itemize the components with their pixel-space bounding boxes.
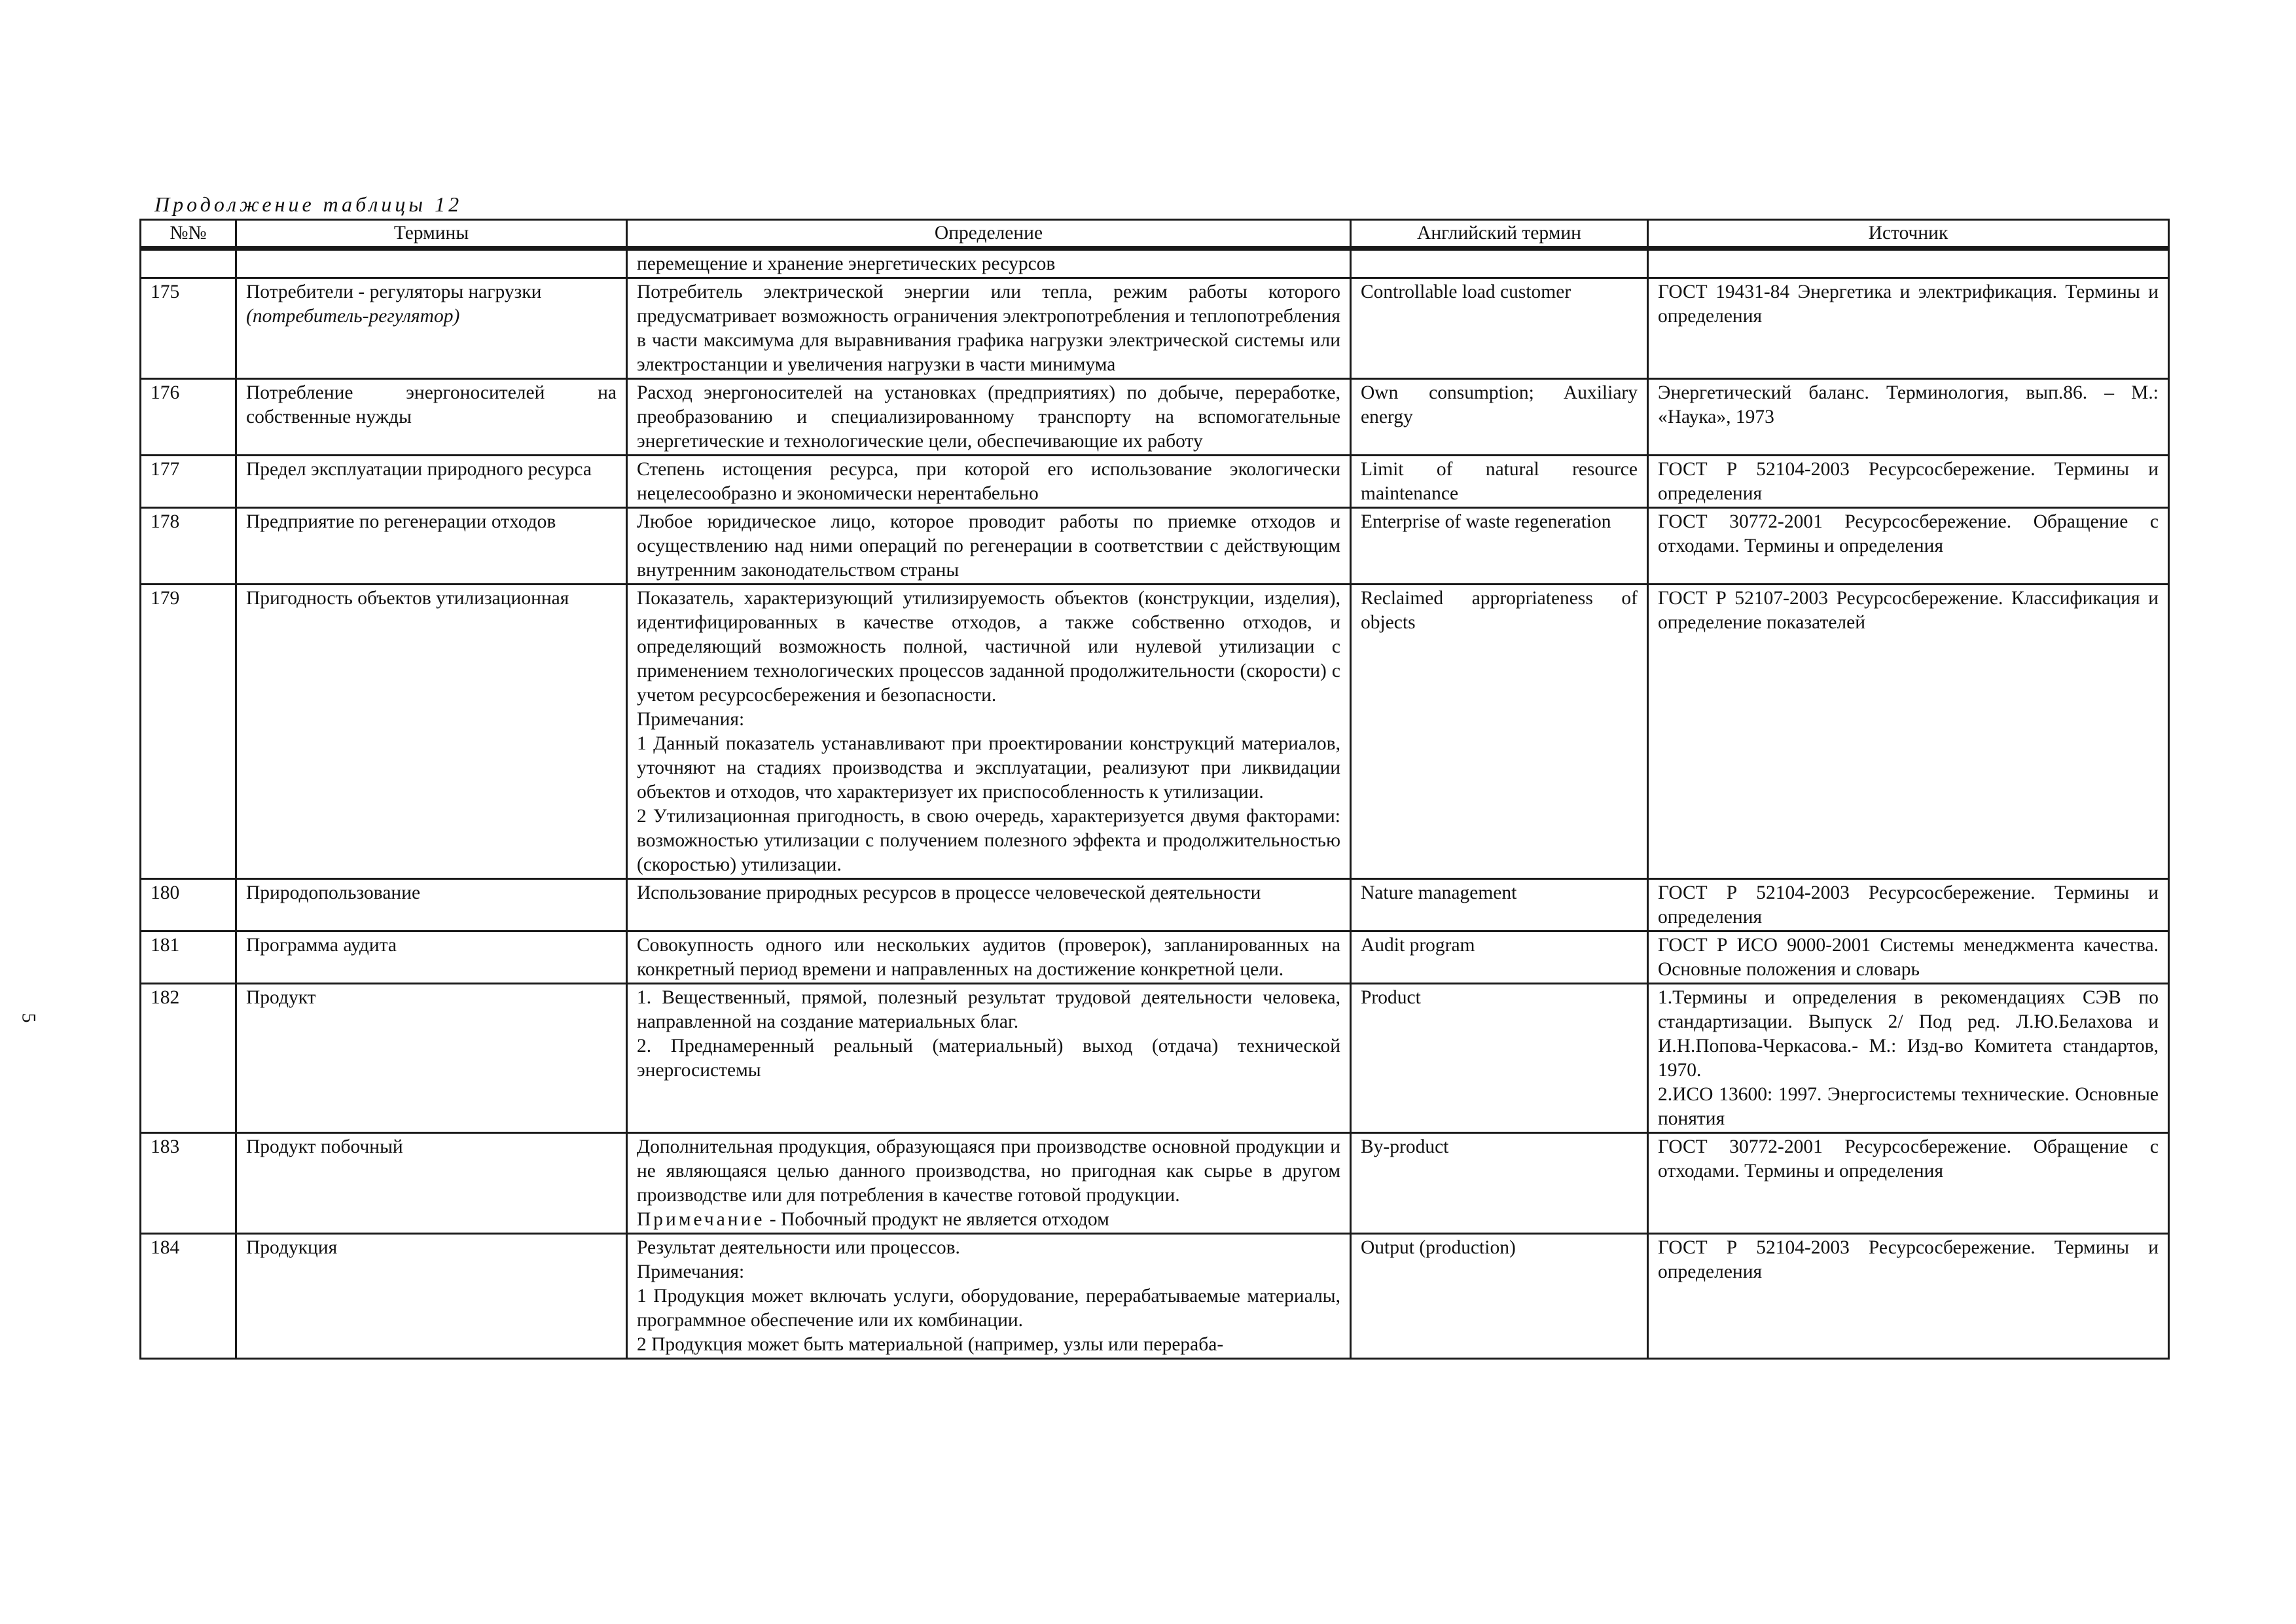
note-text: - Побочный продукт не является отходом (764, 1209, 1109, 1230)
header-term: Термины (236, 220, 627, 249)
page-number: 5 (18, 1013, 40, 1023)
source-cell: ГОСТ 30772-2001 Ресурсосбережение. Обращение с отходами. Термины и определения (1648, 1133, 2169, 1234)
source-cell: ГОСТ Р 52107-2003 Ресурсосбережение. Классификация и определение показателей (1648, 585, 2169, 879)
note-item: 1 Продукция может включать услуги, оборудование, перерабатываемые материалы, программное обеспечение или их комбинации. (637, 1286, 1340, 1331)
table-row (141, 931, 2169, 984)
source-cell: ГОСТ Р 52104-2003 Ресурсосбережение. Термины и определения (1648, 879, 2169, 931)
row-number: 175 (141, 278, 236, 379)
definition-text: Дополнительная продукция, образующаяся при производстве основной продукции и не являющаяся целью данного производства, но пригодная как сырье в другом производстве или для потребления в качестве готовой продукции. (637, 1136, 1340, 1206)
row-number: 179 (141, 585, 236, 879)
note-line (637, 1208, 1340, 1232)
header-english: Английский термин (1351, 220, 1648, 249)
notes-title: Примечания: (637, 709, 745, 730)
header-source: Источник (1648, 220, 2169, 249)
source-cell: ГОСТ 30772-2001 Ресурсосбережение. Обращение с отходами. Термины и определения (1648, 508, 2169, 585)
table-row (141, 585, 2169, 879)
definition-cell (627, 1234, 1351, 1359)
table-row (141, 879, 2169, 931)
definition-cell: Использование природных ресурсов в процессе человеческой деятельности (627, 879, 1351, 931)
row-number: 182 (141, 984, 236, 1133)
table-row (141, 278, 2169, 379)
note-item: 1 Данный показатель устанавливают при проектировании конструкций материалов, уточняют на стадиях производства и эксплуатации, реализуют при ликвидации объектов и отходов, что характеризует их приспособленность к утилизации. (637, 733, 1340, 803)
table-row (141, 1234, 2169, 1359)
definition-text: Результат деятельности или процессов. (637, 1237, 960, 1258)
term-note: (потребитель-регулятор) (246, 306, 460, 327)
definition-cell (627, 585, 1351, 879)
english-term-cell: Output (production) (1351, 1234, 1648, 1359)
term-text: Потребители - регуляторы нагрузки (246, 281, 542, 302)
term-cell: Продукция (236, 1234, 627, 1359)
english-term-cell: Limit of natural resource maintenance (1351, 456, 1648, 508)
english-term-cell: Enterprise of waste regeneration (1351, 508, 1648, 585)
definition-cell: Потребитель электрической энергии или тепла, режим работы которого предусматривает возможность ограничения электропотребления и теплопотребления в части максимума для выравнивания графика нагрузки электрической системы или электростанции и увеличения нагрузки в части минимума (627, 278, 1351, 379)
table-row (141, 456, 2169, 508)
definition-item: 2. Преднамеренный реальный (материальный) выход (отдача) технической энергосистемы (637, 1036, 1340, 1081)
definition-cell: Совокупность одного или нескольких аудитов (проверок), запланированных на конкретный период времени и направленных на достижение конкретной цели. (627, 931, 1351, 984)
term-cell: Программа аудита (236, 931, 627, 984)
row-number: 181 (141, 931, 236, 984)
definition-cell (627, 1133, 1351, 1234)
row-number: 183 (141, 1133, 236, 1234)
table-caption: Продолжение таблицы 12 (154, 192, 463, 216)
definition-cell: Степень истощения ресурса, при которой его использование экологически нецелесообразно и экономически нерентабельно (627, 456, 1351, 508)
english-term-cell: Controllable load customer (1351, 278, 1648, 379)
terms-table (139, 219, 2170, 1360)
term-cell (236, 278, 627, 379)
english-term-cell: Product (1351, 984, 1648, 1133)
row-number: 180 (141, 879, 236, 931)
definition-item: 1. Вещественный, прямой, полезный результат трудовой деятельности человека, направленной на создание материальных благ. (637, 987, 1340, 1032)
english-term-cell: Own consumption; Auxiliary energy (1351, 379, 1648, 456)
table-row-continuation (141, 249, 2169, 278)
term-cell: Продукт побочный (236, 1133, 627, 1234)
source-item: 1.Термины и определения в рекомендациях СЭВ по стандартизации. Выпуск 2/ Под ред. Л.Ю.Белахова и И.Н.Попова-Черкасова.- М.: Изд-во Комитета стандартов, 1970. (1658, 987, 2159, 1081)
table-row (141, 1133, 2169, 1234)
definition-cell (627, 984, 1351, 1133)
term-cell: Пригодность объектов утилизационная (236, 585, 627, 879)
term-cell: Природопользование (236, 879, 627, 931)
source-cell: ГОСТ Р 52104-2003 Ресурсосбережение. Термины и определения (1648, 456, 2169, 508)
note-item: 2 Утилизационная пригодность, в свою очередь, характеризуется двумя факторами: возможностью утилизации с получением полезного эффекта и продолжительностью (скоростью) утилизации. (637, 806, 1340, 875)
term-cell: Предприятие по регенерации отходов (236, 508, 627, 585)
table-row (141, 379, 2169, 456)
source-item: 2.ИСО 13600: 1997. Энергосистемы технические. Основные понятия (1658, 1084, 2159, 1129)
continuation-text: перемещение и хранение энергетических ресурсов (627, 249, 1351, 278)
definition-cell: Расход энергоносителей на установках (предприятиях) по добыче, переработке, преобразованию и специализированному транспорту на вспомогательные энергетические и технологические цели, обеспечивающие их работу (627, 379, 1351, 456)
header-num: №№ (141, 220, 236, 249)
row-number: 177 (141, 456, 236, 508)
table-row (141, 984, 2169, 1133)
row-number: 176 (141, 379, 236, 456)
note-label: Примечание (637, 1209, 765, 1230)
header-definition: Определение (627, 220, 1351, 249)
english-term-cell: Reclaimed appropriateness of objects (1351, 585, 1648, 879)
english-term-cell: By-product (1351, 1133, 1648, 1234)
source-cell: ГОСТ Р ИСО 9000-2001 Системы менеджмента качества. Основные положения и словарь (1648, 931, 2169, 984)
term-cell: Потребление энергоносителей на собственные нужды (236, 379, 627, 456)
english-term-cell: Nature management (1351, 879, 1648, 931)
term-cell: Продукт (236, 984, 627, 1133)
table-row (141, 508, 2169, 585)
english-term-cell: Audit program (1351, 931, 1648, 984)
term-cell: Предел эксплуатации природного ресурса (236, 456, 627, 508)
notes-title: Примечания: (637, 1261, 745, 1282)
source-cell: ГОСТ Р 52104-2003 Ресурсосбережение. Термины и определения (1648, 1234, 2169, 1359)
table-header-row (141, 220, 2169, 249)
definition-cell: Любое юридическое лицо, которое проводит работы по приемке отходов и осуществлению над ними операций по регенерации в соответствии с действующим внутренним законодательством страны (627, 508, 1351, 585)
note-item: 2 Продукция может быть материальной (например, узлы или перераба- (637, 1334, 1224, 1355)
source-cell (1648, 984, 2169, 1133)
source-cell: ГОСТ 19431-84 Энергетика и электрификация. Термины и определения (1648, 278, 2169, 379)
definition-text: Показатель, характеризующий утилизируемость объектов (конструкции, изделия), идентифицированных в качестве отходов, а также собственно отходов, и определяющий возможность полной, частичной или нулевой утилизации с применением технологических процессов заданной продолжительности (скорости) с учетом ресурсосбережения и безопасности. (637, 588, 1340, 706)
row-number: 178 (141, 508, 236, 585)
row-number: 184 (141, 1234, 236, 1359)
source-cell: Энергетический баланс. Терминология, вып.86. – М.: «Наука», 1973 (1648, 379, 2169, 456)
